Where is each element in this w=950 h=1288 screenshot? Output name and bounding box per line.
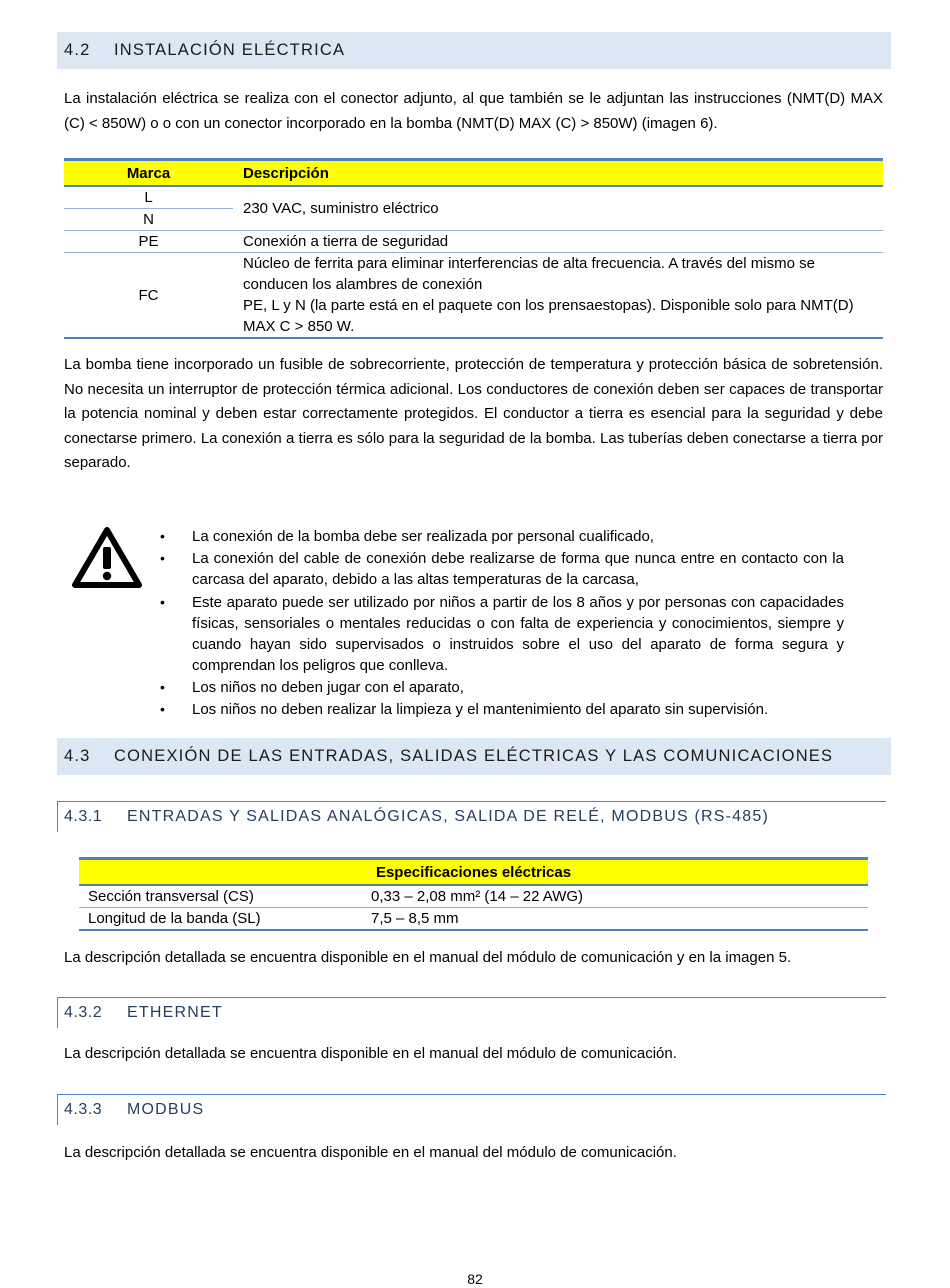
section-number: 4.2 (64, 41, 91, 59)
intro-paragraph: La instalación eléctrica se realiza con el conector adjunto, al que también se le adjuntan las instrucciones (NMT(D) MAX (C) < 850W) o o con un conector incorporado en la bomba (NMT(D) MAX (C) > 850W) (imagen 6). (64, 90, 883, 132)
list-item: • Los niños no deben jugar con el aparato, (160, 678, 464, 696)
column-header-marca: Marca (64, 160, 233, 187)
subsection-title: MODBUS (127, 1101, 205, 1118)
connection-table (64, 158, 883, 339)
description-line: PE, L y N (la parte está en el paquete con los prensaestopas). Disponible solo para NMT(D) MAX C > 850 W. (243, 297, 854, 335)
subsection-number: 4.3.1 (64, 808, 103, 825)
bullet-icon: • (160, 593, 165, 610)
list-item: • La conexión del cable de conexión debe realizarse de forma que nunca entre en contacto con la carcasa del aparato, debido a las altas temperaturas de la carcasa, (160, 550, 844, 589)
mark-cell: PE (64, 231, 233, 253)
bullet-icon: • (160, 701, 165, 718)
warning-triangle-icon (71, 525, 143, 589)
section-heading-4-2 (57, 32, 891, 69)
description-cell: Conexión a tierra de seguridad (233, 231, 883, 253)
subsection-heading-4-3-2 (57, 997, 886, 1028)
spec-label: Sección transversal (CS) (79, 885, 362, 908)
section-heading-4-3 (57, 738, 891, 775)
description-line: Núcleo de ferrita para eliminar interferencias de alta frecuencia. A través del mismo se conducen los alambres de conexión (243, 255, 815, 293)
table-row (79, 885, 868, 908)
electrical-specs-table (79, 857, 868, 931)
spec-value: 7,5 – 8,5 mm (362, 908, 868, 931)
table-header-row (64, 160, 883, 187)
subsection-number: 4.3.3 (64, 1101, 103, 1118)
section-4-3-2-text: La descripción detallada se encuentra disponible en el manual del módulo de comunicación. (64, 1045, 677, 1062)
table-row (79, 908, 868, 931)
table-row (64, 186, 883, 209)
section-title: CONEXIÓN DE LAS ENTRADAS, SALIDAS ELÉCTRICAS Y LAS COMUNICACIONES (114, 747, 834, 765)
section-4-3-3-text: La descripción detallada se encuentra disponible en el manual del módulo de comunicación. (64, 1144, 677, 1161)
subsection-number: 4.3.2 (64, 1004, 103, 1021)
page-number: 82 (467, 1271, 483, 1287)
description-cell (233, 253, 883, 339)
mark-cell: L (64, 186, 233, 209)
bullet-icon: • (160, 528, 165, 544)
bullet-icon: • (160, 550, 165, 567)
subsection-title: ENTRADAS Y SALIDAS ANALÓGICAS, SALIDA DE RELÉ, MODBUS (RS-485) (127, 808, 769, 825)
safety-warning-list (160, 526, 844, 721)
description-cell: 230 VAC, suministro eléctrico (233, 186, 883, 231)
table-row (64, 231, 883, 253)
body-paragraph: La bomba tiene incorporado un fusible de sobrecorriente, protección de temperatura y protección básica de sobretensión. No necesita un interruptor de protección térmica adicional. Los conductores de conexión deben ser capaces de transportar la potencia nominal y deben estar correctamente protegidos. El conductor a tierra es esencial para la seguridad y debe conectarse primero. La conexión a tierra es sólo para la seguridad de la bomba. Las tuberías deben conectarse a tierra por separado. (64, 356, 883, 472)
spec-label: Longitud de la banda (SL) (79, 908, 362, 931)
column-header-descripcion: Descripción (233, 160, 883, 187)
subsection-title: ETHERNET (127, 1004, 223, 1021)
section-number: 4.3 (64, 747, 91, 765)
section-4-3-1-text: La descripción detallada se encuentra disponible en el manual del módulo de comunicación y en la imagen 5. (64, 949, 792, 966)
list-item: • Este aparato puede ser utilizado por niños a partir de los 8 años y por personas con capacidades físicas, sensoriales o mentales reducidas o con falta de experiencia y conocimientos, siempre y cuando hayan sido supervisados o instruidos sobre el uso del aparato de forma segura y comprendan los peligros que conlleva. (160, 593, 844, 674)
mark-cell: N (143, 211, 154, 228)
subsection-heading-4-3-1 (57, 801, 886, 832)
section-title: INSTALACIÓN ELÉCTRICA (114, 41, 346, 59)
table-header: Especificaciones eléctricas (79, 859, 868, 886)
spec-value: 0,33 – 2,08 mm² (14 – 22 AWG) (362, 885, 868, 908)
table-header-row (79, 859, 868, 886)
subsection-heading-4-3-3 (57, 1094, 886, 1125)
list-item: • Los niños no deben realizar la limpieza y el mantenimiento del aparato sin supervisión. (160, 701, 769, 719)
bullet-icon: • (160, 678, 165, 695)
mark-cell: FC (64, 253, 233, 339)
list-item: • La conexión de la bomba debe ser realizada por personal cualificado, (160, 528, 654, 545)
table-row (64, 253, 883, 339)
